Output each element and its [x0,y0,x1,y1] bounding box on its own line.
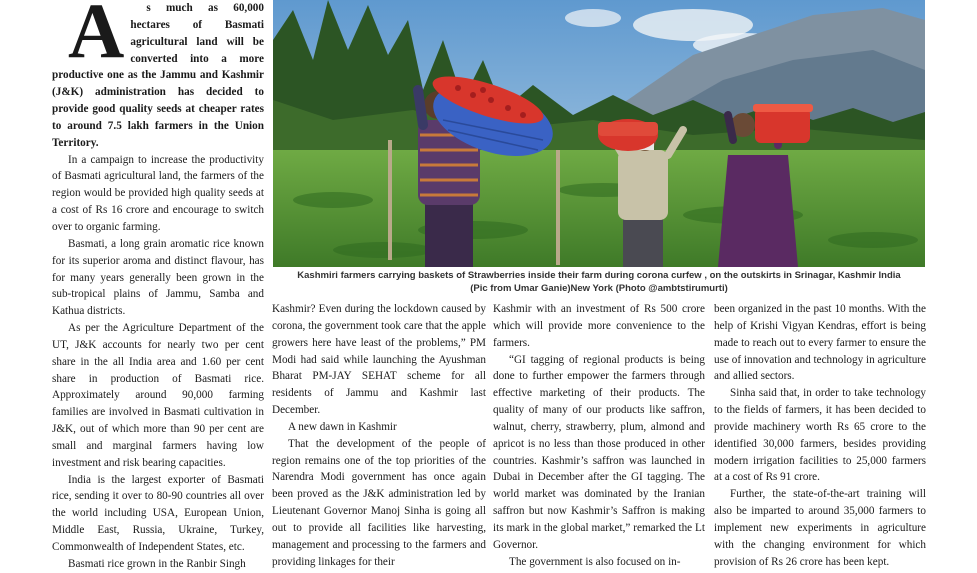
subheading: A new dawn in Kashmir [288,420,397,433]
caption-line-2: (Pic from Umar Ganie)New York (Photo @ambtstirumurti) [470,283,728,294]
drop-cap: A [68,0,125,74]
lead-text: s much as 60,000 hectares of Basmati agricultural land will be converted into a more productive one as the Jammu and Kashmir (J&K) administration has decided to provide good quality seeds at cheaper rates to around 7.5 lakh farmers in the Union Territory. [52,2,264,149]
paragraph: been organized in the past 10 months. With the help of Krishi Vigyan Kendras, effort is being made to reach out to every farmer to ensure the use of innovation and technology in agriculture and allied sectors. [714,303,926,383]
news-photo [273,0,925,267]
article-column-4 [714,301,926,571]
paragraph: Basmati rice grown in the Ranbir Singh [68,557,246,570]
article-column-3 [493,301,705,571]
caption-line-1: Kashmiri farmers carrying baskets of Strawberries inside their farm during corona curfew , on the outskirts in Srinagar, Kashmir India [297,270,901,281]
lead-paragraph [52,0,264,152]
paragraph: In a campaign to increase the productivity of Basmati agricultural land, the farmers of the region would be provided high quality seeds at a cost of Rs 16 crore and encourage to switch over to organic farming. [52,153,264,233]
paragraph: Kashmir with an investment of Rs 500 crore which will provide more convenience to the farmers. [493,303,705,349]
article-column-2 [272,301,486,571]
paragraph: “GI tagging of regional products is being done to further empower the farmers through effective marketing of their products. The quality of many of our products like saffron, walnut, cherry, strawberry, plum, almond and apricot is no less than those produced in other countries. Kashmir’s saffron was launched in Dubai in December after the GI tagging. The world market was dominated by the Iranian saffron but now Kashmir’s Saffron is making its mark in the global market,” remarked the Lt Governor. [493,353,705,551]
article-column-1 [52,0,264,573]
paragraph: That the development of the people of region remains one of the top priorities of the Narendra Modi government has once again been proved as the J&K administration led by Lieutenant Governor Manoj Sinha is going all out to provide all facilities like harvesting, management and processing to the farmers and providing linkages for their [272,437,486,568]
photo-caption [273,269,925,295]
paragraph: India is the largest exporter of Basmati rice, sending it over to 80-90 countries all over the world including USA, European Union, Middle East, Russia, Ukraine, Turkey, Commonwealth of Independent States, etc. [52,473,264,553]
paragraph: Sinha said that, in order to take technology to the fields of farmers, it has been decided to provide machinery worth Rs 65 crore to the identified 30,000 farmers, besides providing modern irrigation facilities to 25,000 farmers at a cost of Rs 91 crore. [714,387,926,484]
paragraph: Further, the state-of-the-art training will also be imparted to around 35,000 farmers to implement new experiments in agriculture with the changing environment for which provision of Rs 26 crore has been kept. [714,488,926,568]
paragraph: Basmati, a long grain aromatic rice known for its superior aroma and distinct flavour, has for many years generally been grown in the sub-tropical plains of Jammu, Samba and Kathua districts. [52,237,264,318]
paragraph: The government is also focused on in- [509,555,681,568]
paragraph: Kashmir? Even during the lockdown caused by corona, the government took care that the apple growers here have least of the problems,” PM Modi had said while launching the Ayushman Bharat PM-JAY SEHAT scheme for all residents of Jammu and Kashmir last December. [272,303,486,417]
paragraph: As per the Agriculture Department of the UT, J&K accounts for nearly two per cent share in the all India area and 1.60 per cent share in production of Basmati rice. Approximately around 90,000 farming families are involved in Basmati cultivation in J&K, out of which more than 90 per cent are small and marginal farmers having low investment and risk bearing capacities. [52,322,264,469]
strawberry-farmers-illustration [273,0,925,267]
